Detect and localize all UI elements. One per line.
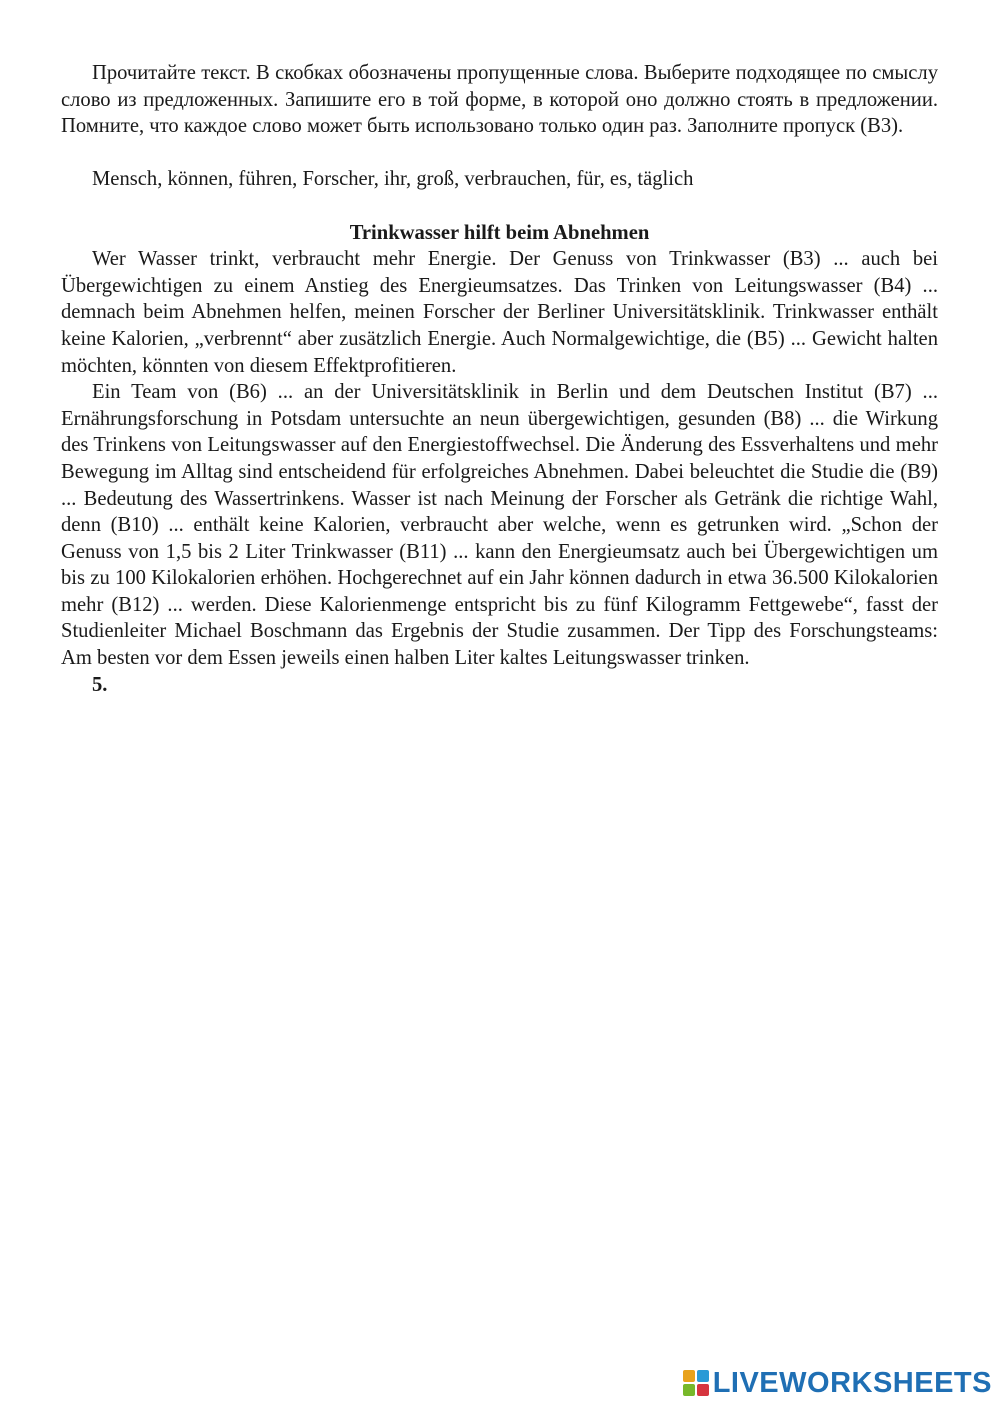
worksheet-page — [61, 60, 938, 698]
text-paragraph-2: Ein Team von (B6) ... an der Universitätsklinik in Berlin und dem Deutschen Institut (B7) ... Ernährungsforschung in Potsdam untersuchte an neun übergewichtigen, gesunden (B8) ... die Wirkung des Trinkens von Leitungswasser auf den Energiestoffwechsel. Die Änderung des Essverhaltens und mehr Bewegung im Alltag sind entscheidend für erfolgreiches Abnehmen. Dabei beleuchtet die Studie die (B9) ... Bedeutung des Wassertrinkens. Wasser ist nach Meinung der Forscher als Getränk die richtige Wahl, denn (B10) ... enthält keine Kalorien, verbraucht aber welche, wenn es getrunken wird. „Schon der Genuss von 1,5 bis 2 Liter Trinkwasser (B11) ... kann den Energieumsatz auch bei Übergewichtigen um bis zu 100 Kilokalorien erhöhen. Hochgerechnet auf ein Jahr können dadurch in etwa 36.500 Kilokalorien mehr (B12) ... werden. Diese Kalorienmenge entspricht bis zu fünf Kilogramm Fettgewebe“, fasst der Studienleiter Michael Boschmann das Ergebnis der Studie zusammen. Der Tipp des Forschungsteams: Am besten vor dem Essen jeweils einen halben Liter kaltes Leitungswasser trinken. — [61, 381, 938, 670]
liveworksheets-watermark — [683, 1365, 992, 1401]
text-title: Trinkwasser hilft beim Abnehmen — [349, 221, 650, 244]
word-bank: Mensch, können, führen, Forscher, ihr, groß, verbrauchen, für, es, täglich — [92, 168, 694, 191]
text-paragraph-1: Wer Wasser trinkt, verbraucht mehr Energie. Der Genuss von Trinkwasser (B3) ... auch bei Übergewichtigen zu einem Anstieg des Energieumsatzes. Das Trinken von Leitungswasser (B4) ... demnach beim Abnehmen helfen, meinen Forscher der Berliner Universitätsklinik. Trinkwasser enthält keine Kalorien, „verbrennt“ aber zusätzlich Energie. Auch Normalgewichtige, die (B5) ... Gewicht halten möchten, könnten von diesem Effektprofitieren. — [61, 248, 938, 377]
spacer — [61, 140, 938, 167]
watermark-text: LIVEWORKSHEETS — [712, 1366, 992, 1399]
liveworksheets-logo-icon — [683, 1370, 709, 1396]
task-instruction: Прочитайте текст. В скобках обозначены пропущенные слова. Выберите подходящее по смыслу слово из предложенных. Запишите его в той форме, в которой оно должно стоять в предложении. Помните, что каждое слово может быть использовано только один раз. Заполните пропуск (B3). — [61, 62, 938, 138]
section-number: 5. — [92, 673, 108, 696]
spacer — [61, 193, 938, 220]
